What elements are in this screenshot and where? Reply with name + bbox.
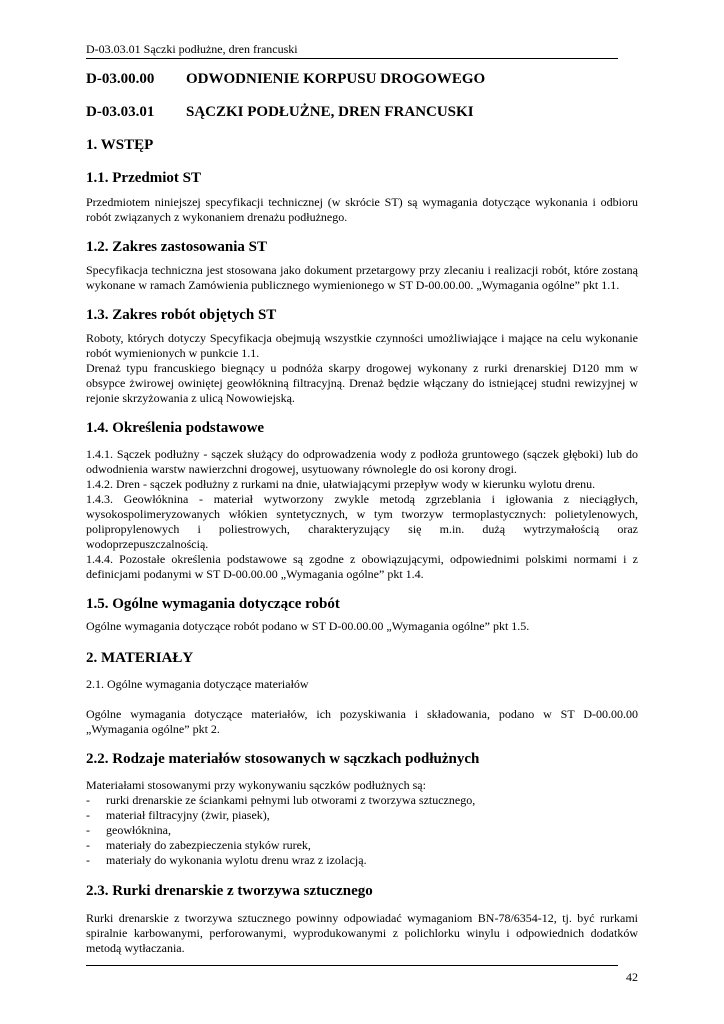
list-dash: -	[86, 793, 90, 807]
paragraph: Przedmiotem niniejszej specyfikacji technicznej (w skrócie ST) są wymagania dotyczące wykonania i odbioru robót związanych z wykonaniem drenażu podłużnego.	[86, 195, 638, 224]
spec-code: D-03.00.00	[86, 71, 155, 87]
subsection-heading-2-1: 2.1. Ogólne wymagania dotyczące materiałów	[86, 677, 309, 691]
paragraph: Drenaż typu francuskiego biegnący u podnóża skarpy drogowej wykonany z rurki drenarskiej D120 mm w obsypce żwirowej owiniętej geowłókniną filtracyjną. Drenaż będzie włączany do istniejącej studni rewizyjnej w rejonie skrzyżowania z ulicą Nowowiejską.	[86, 361, 638, 405]
list-item	[86, 838, 638, 853]
list-dash: -	[86, 853, 90, 867]
footer-rule	[86, 965, 618, 966]
paragraph: 1.4.1. Sączek podłużny - sączek służący do odprowadzenia wody z podłoża gruntowego (sączek głęboki) lub do odwodnienia warstw nawierzchni drogowej, usytuowany równolegle do osi korony drogi.	[86, 447, 638, 476]
list-dash: -	[86, 838, 90, 852]
spec-title: ODWODNIENIE KORPUSU DROGOWEGO	[186, 71, 486, 87]
paragraph: Ogólne wymagania dotyczące robót podano w ST D-00.00.00 „Wymagania ogólne” pkt 1.5.	[86, 619, 530, 633]
subsection-heading-2-3: 2.3. Rurki drenarskie z tworzywa sztucznego	[86, 883, 373, 899]
paragraph: Rurki drenarskie z tworzywa sztucznego powinny odpowiadać wymaganiom BN-78/6354-12, tj. być rurkami spiralnie karbowanymi, perforowanymi, wyprodukowanymi z polichlorku winylu i odpowiednich dodatków metodą wytłaczania.	[86, 911, 638, 955]
subsection-heading-1-3: 1.3. Zakres robót objętych ST	[86, 307, 277, 323]
paragraph: 1.4.2. Dren - sączek podłużny z rurkami na dnie, ułatwiającymi przepływ wody w kierunku wylotu drenu.	[86, 477, 596, 491]
paragraph: Specyfikacja techniczna jest stosowana jako dokument przetargowy przy zlecaniu i realizacji robót, które zostaną wykonane w ramach Zamówienia publicznego wymienionego w ST D-00.00.00. „Wymagania ogólne” pkt 1.1.	[86, 263, 638, 292]
list-item	[86, 823, 638, 838]
subsection-heading-1-2: 1.2. Zakres zastosowania ST	[86, 239, 267, 255]
subsection-heading-1-1: 1.1. Przedmiot ST	[86, 170, 201, 186]
document-body	[86, 66, 638, 956]
paragraph: Roboty, których dotyczy Specyfikacja obejmują wszystkie czynności umożliwiające i mające na celu wykonanie robót wymienionych w punkcie 1.1.	[86, 331, 638, 360]
section-heading-2: 2. MATERIAŁY	[86, 650, 194, 666]
list-item	[86, 853, 638, 868]
paragraph: 1.4.3. Geowłóknina - materiał wytworzony zwykle metodą zgrzeblania i igłowania z nieciągłych, wysokospolimeryzowanych włókien syntetycznych, w tym tworzyw termoplastycznych: polietylenowych, polipropylenowych i poliestrowych, charakteryzujący się m.in. dużą wytrzymałością oraz wodoprzepuszczalnością.	[86, 492, 638, 551]
list-item-text: geowłóknina,	[106, 823, 171, 837]
list-dash: -	[86, 823, 90, 837]
paragraph: Materiałami stosowanymi przy wykonywaniu sączków podłużnych są:	[86, 778, 426, 792]
list-item-text: materiał filtracyjny (żwir, piasek),	[106, 808, 270, 822]
paragraph: Ogólne wymagania dotyczące materiałów, ich pozyskiwania i składowania, podano w ST D-00.00.00 „Wymagania ogólne” pkt 2.	[86, 707, 638, 736]
page-number: 42	[626, 970, 638, 984]
list-dash: -	[86, 808, 90, 822]
list-item-text: rurki drenarskie ze ściankami pełnymi lub otworami z tworzywa sztucznego,	[106, 793, 476, 807]
section-heading-1: 1. WSTĘP	[86, 137, 154, 153]
list-item	[86, 808, 638, 823]
list-item-text: materiały do zabezpieczenia styków rurek,	[106, 838, 311, 852]
subsection-heading-1-5: 1.5. Ogólne wymagania dotyczące robót	[86, 596, 340, 612]
spec-title: SĄCZKI PODŁUŻNE, DREN FRANCUSKI	[186, 104, 474, 120]
spec-title-group	[86, 70, 638, 88]
paragraph: 1.4.4. Pozostałe określenia podstawowe są zgodne z obowiązującymi, odpowiednimi polskimi normami i z definicjami podanymi w ST D-00.00.00 „Wymagania ogólne” pkt 1.4.	[86, 552, 638, 581]
list-item	[86, 793, 638, 808]
spec-title-item	[86, 103, 638, 121]
running-header: D-03.03.01 Sączki podłużne, dren francuski	[86, 42, 618, 59]
subsection-heading-1-4: 1.4. Określenia podstawowe	[86, 420, 265, 436]
subsection-heading-2-2: 2.2. Rodzaje materiałów stosowanych w sączkach podłużnych	[86, 751, 480, 767]
spec-code: D-03.03.01	[86, 104, 155, 120]
materials-list	[86, 793, 638, 868]
list-item-text: materiały do wykonania wylotu drenu wraz z izolacją.	[106, 853, 367, 867]
